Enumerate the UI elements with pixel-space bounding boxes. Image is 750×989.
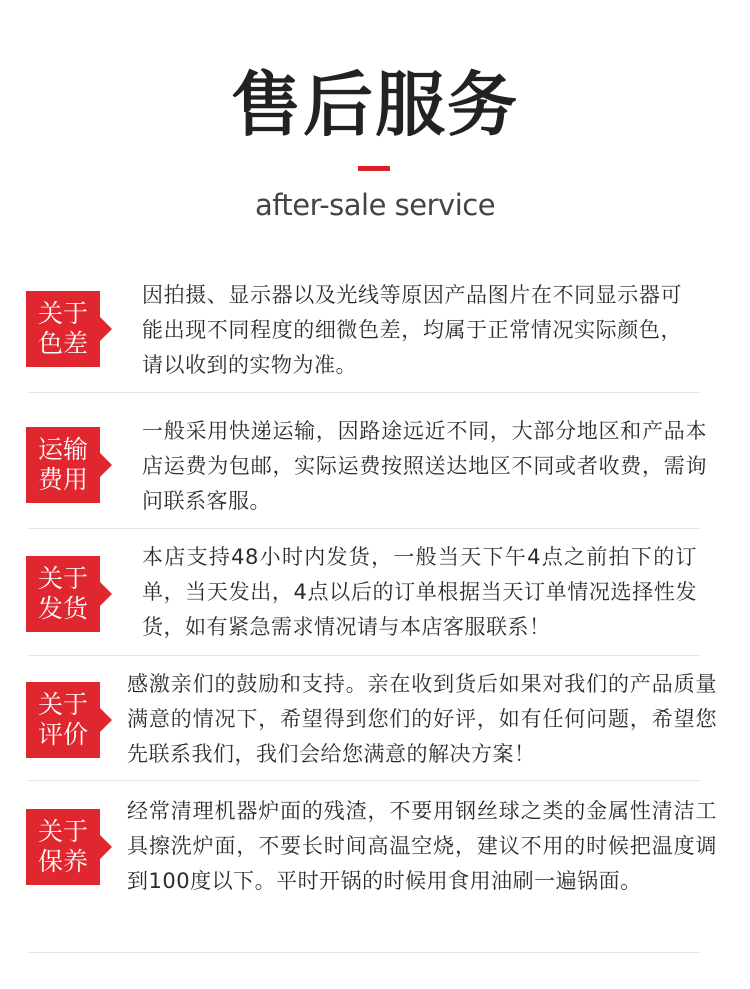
section-color-difference — [0, 274, 750, 392]
section-badge: 运输费用 — [26, 427, 100, 503]
divider — [28, 528, 700, 529]
section-text: 经常清理机器炉面的残渣，不要用钢丝球之类的金属性清洁工具擦洗炉面，不要长时间高温空烧，建议不用的时候把温度调到100度以下。平时开锅的时候用食用油刷一遍锅面。 — [127, 799, 717, 893]
divider — [28, 780, 700, 781]
title-accent-rule — [358, 166, 390, 171]
section-badge: 关于发货 — [26, 556, 100, 632]
divider — [28, 952, 700, 953]
section-text: 一般采用快递运输，因路途远近不同，大部分地区和产品本店运费为包邮，实际运费按照送达地区不同或者收费，需询问联系客服。 — [142, 419, 707, 513]
section-reviews — [0, 665, 750, 783]
page-title: 售后服务 — [231, 64, 519, 146]
divider — [28, 655, 700, 656]
section-maintenance — [0, 792, 750, 952]
section-shipping-fee — [0, 410, 750, 528]
section-delivery — [0, 538, 750, 656]
page-subtitle: after-sale service — [254, 188, 496, 222]
section-text: 因拍摄、显示器以及光线等原因产品图片在不同显示器可能出现不同程度的细微色差，均属于正常情况实际颜色，请以收到的实物为准。 — [142, 283, 682, 377]
section-badge: 关于评价 — [26, 682, 100, 758]
divider — [28, 392, 700, 393]
section-badge: 关于色差 — [26, 291, 100, 367]
section-text: 本店支持48小时内发货，一般当天下午4点之前拍下的订单，当天发出，4点以后的订单根据当天订单情况选择性发货，如有紧急需求情况请与本店客服联系！ — [142, 545, 697, 639]
section-text: 感激亲们的鼓励和支持。亲在收到货后如果对我们的产品质量满意的情况下，希望得到您们的好评，如有任何问题，希望您先联系我们，我们会给您满意的解决方案！ — [127, 672, 717, 766]
section-badge: 关于保养 — [26, 809, 100, 885]
